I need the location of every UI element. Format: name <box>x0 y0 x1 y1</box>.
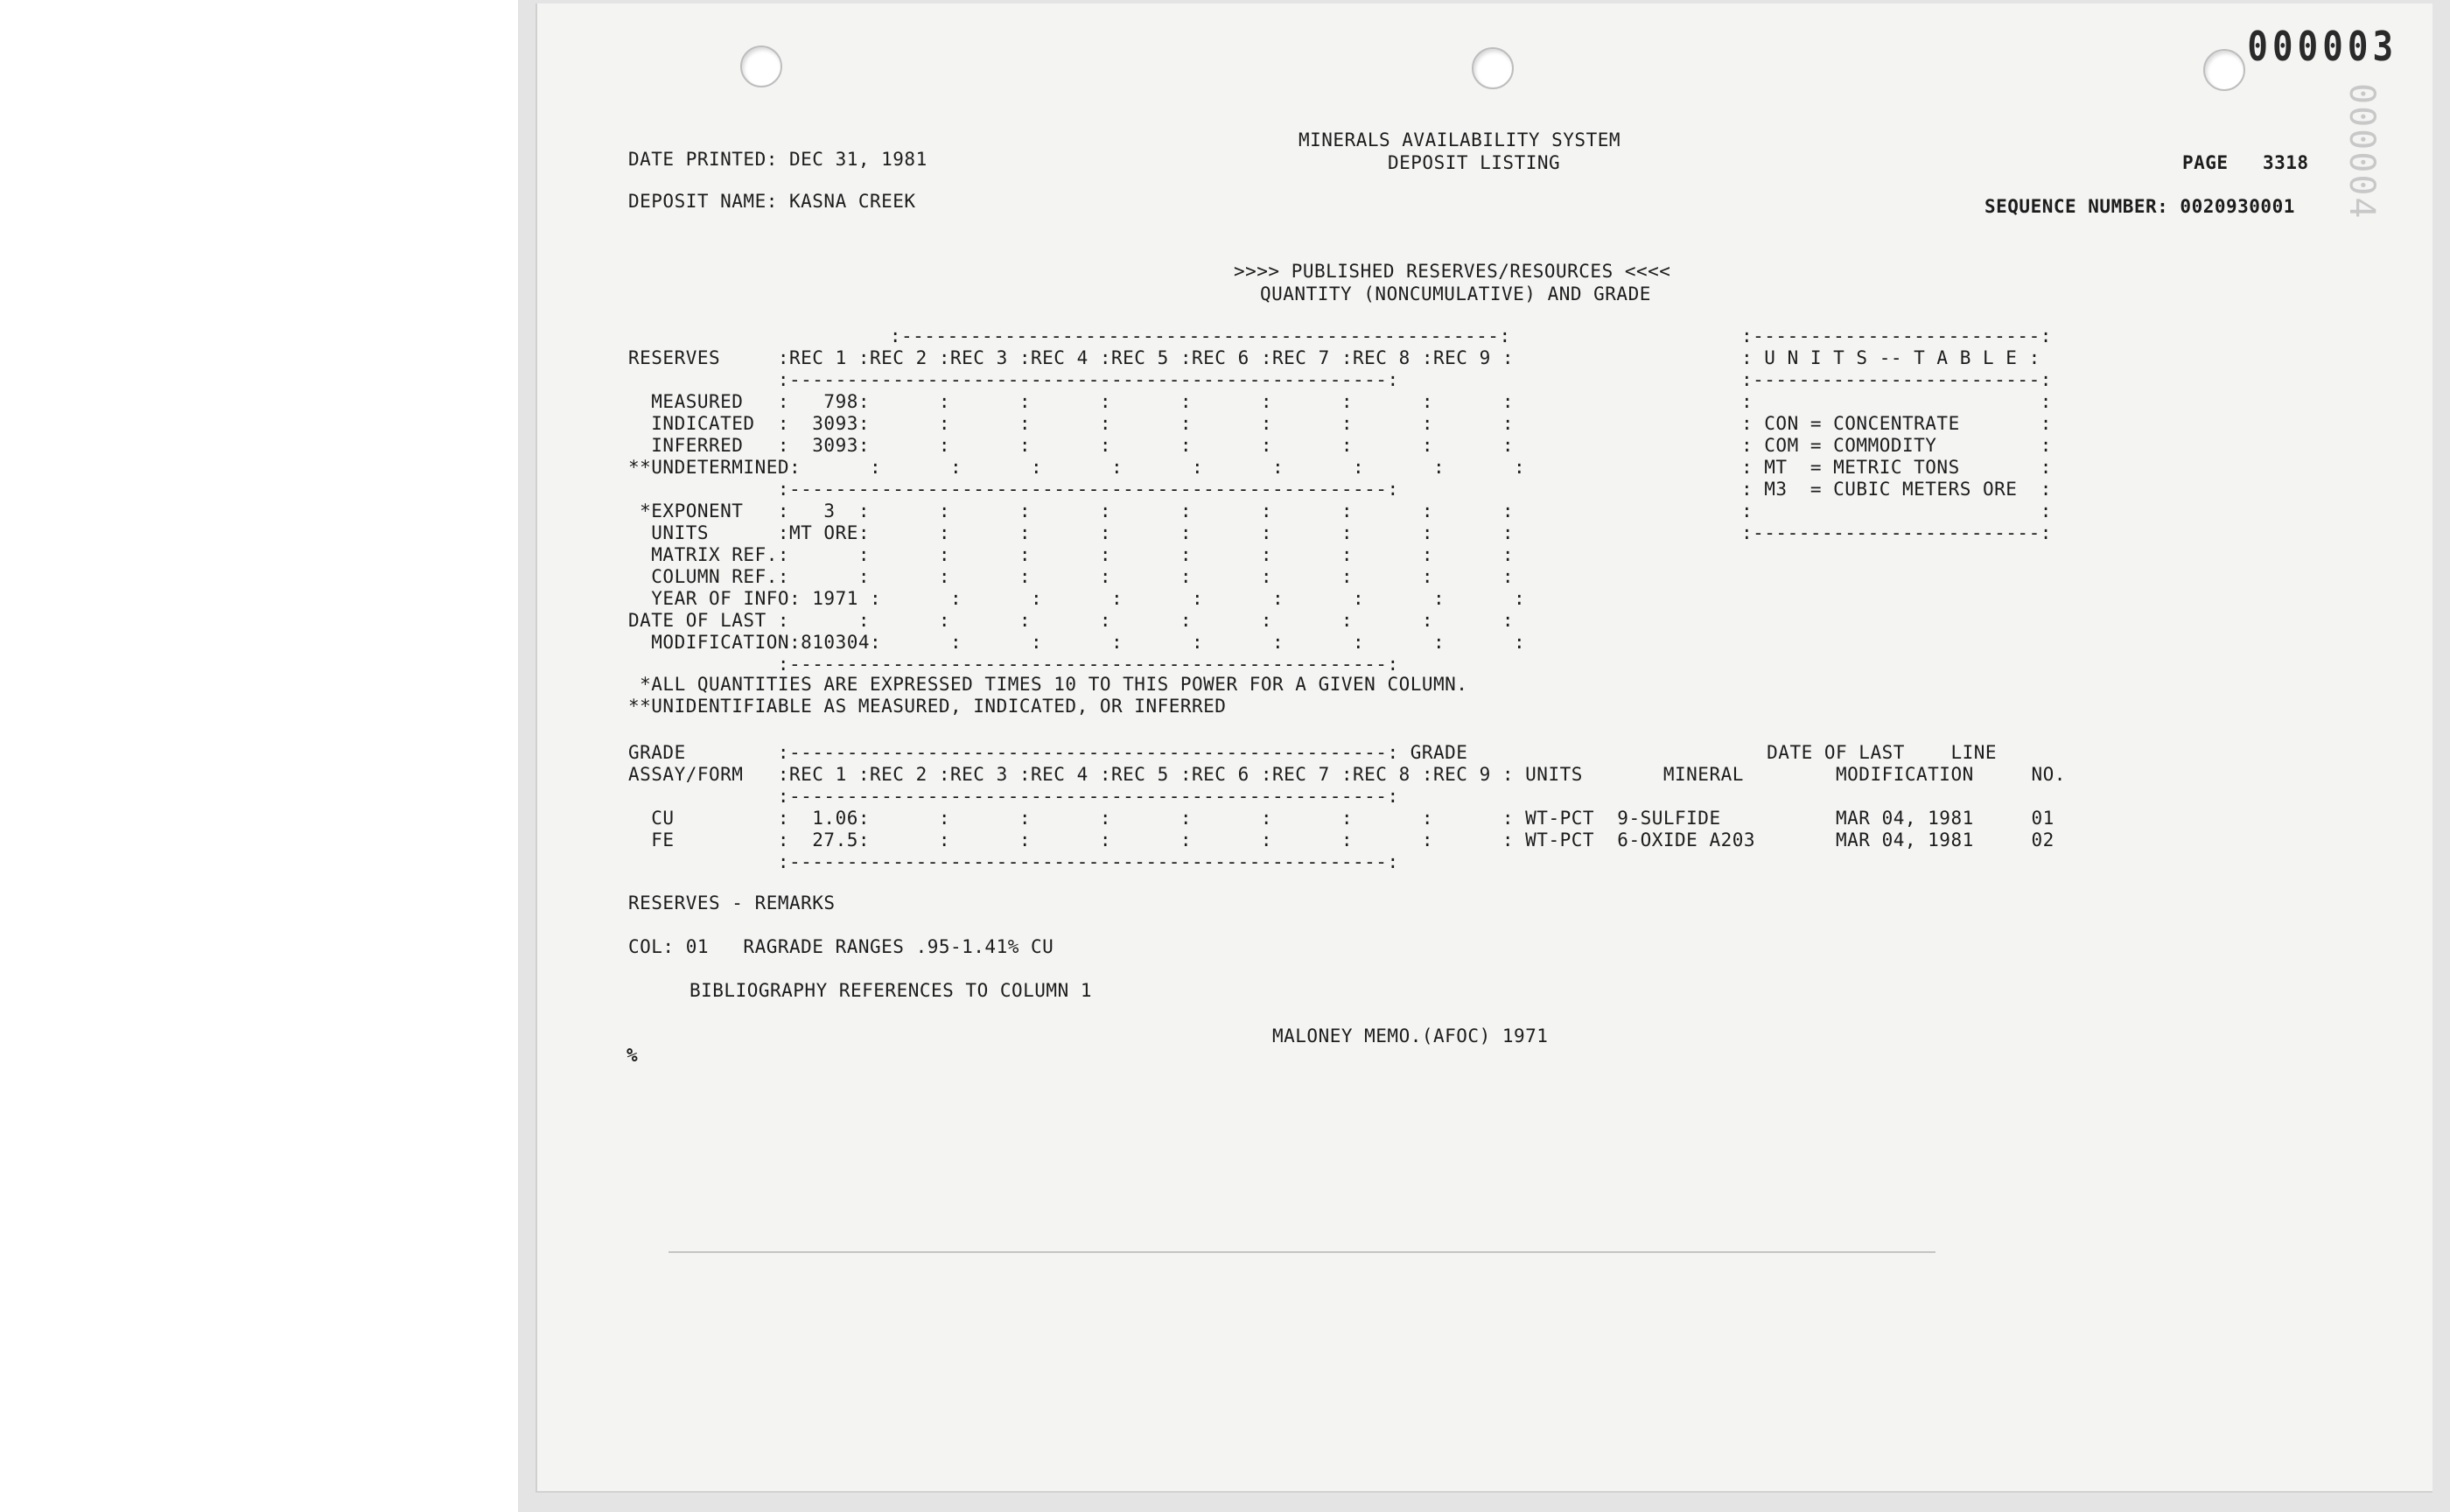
system-title: MINERALS AVAILABILITY SYSTEM <box>1298 130 1621 150</box>
bleed-through-number: 000004 <box>2342 83 2382 220</box>
grade-header-1: GRADE :----------------------------------------------------: GRADE DATE OF LAST LINE <box>628 742 1998 763</box>
remarks-biblio: BIBLIOGRAPHY REFERENCES TO COLUMN 1 <box>690 980 1093 1001</box>
reserves-row-undetermined: **UNDETERMINED: : : : : : : : : : <box>628 457 1526 478</box>
reserves-row-modification: MODIFICATION:810304: : : : : : : : : <box>628 632 1526 653</box>
grade-line: :----------------------------------------------------: <box>628 851 1399 872</box>
listing-title: DEPOSIT LISTING <box>1388 152 1561 173</box>
reserves-header-row: RESERVES :REC 1 :REC 2 :REC 3 :REC 4 :REC 5 :REC 6 :REC 7 :REC 8 :REC 9 : <box>628 347 1515 368</box>
reserves-line: :----------------------------------------------------: <box>628 654 1399 675</box>
reserves-line: :----------------------------------------------------: <box>821 326 1511 346</box>
reserves-row-exponent: *EXPONENT : 3 : : : : : : : : : <box>628 500 1515 522</box>
reserves-row-column-ref: COLUMN REF.: : : : : : : : : : <box>628 566 1515 587</box>
punch-hole-left <box>740 46 782 88</box>
reserves-row-matrix-ref: MATRIX REF.: : : : : : : : : : <box>628 544 1515 565</box>
grade-row-cu: CU : 1.06: : : : : : : : : WT-PCT 9-SULFIDE MAR 04, 1981 01 <box>628 808 2054 829</box>
date-printed: DATE PRINTED: DEC 31, 1981 <box>628 149 928 170</box>
reserves-row-indicated: INDICATED : 3093: : : : : : : : : <box>628 413 1515 434</box>
section-subtitle: QUANTITY (NONCUMULATIVE) AND GRADE <box>1260 284 1651 304</box>
end-mark: % <box>626 1045 639 1066</box>
reserves-line: :----------------------------------------------------: <box>628 479 1399 500</box>
sequence-number: SEQUENCE NUMBER: 0020930001 <box>1984 196 2295 217</box>
reserves-row-date-last: DATE OF LAST : : : : : : : : : : <box>628 610 1515 631</box>
footnote-unidentifiable: **UNIDENTIFIABLE AS MEASURED, INDICATED, OR INFERRED <box>628 696 1227 717</box>
reserves-row-year: YEAR OF INFO: 1971 : : : : : : : : : <box>628 588 1526 609</box>
bottom-rule <box>668 1251 1936 1253</box>
units-line: :-------------------------: <box>1741 522 2052 543</box>
grade-line: :----------------------------------------------------: <box>628 786 1399 807</box>
reserves-line: :----------------------------------------------------: <box>628 369 1399 390</box>
punch-hole-center <box>1472 47 1514 89</box>
deposit-name: DEPOSIT NAME: KASNA CREEK <box>628 191 916 212</box>
grade-header-2: ASSAY/FORM :REC 1 :REC 2 :REC 3 :REC 4 :REC 5 :REC 6 :REC 7 :REC 8 :REC 9 : UNITS MINERAL MODIFICATION NO. <box>628 764 2066 785</box>
reserves-row-inferred: INFERRED : 3093: : : : : : : : : <box>628 435 1515 456</box>
page-number: PAGE 3318 <box>2182 152 2309 173</box>
units-com: : COM = COMMODITY : <box>1741 435 2052 456</box>
units-line: :-------------------------: <box>1741 369 2052 390</box>
section-title: >>>> PUBLISHED RESERVES/RESOURCES <<<< <box>1234 261 1671 282</box>
remarks-heading: RESERVES - REMARKS <box>628 892 836 914</box>
units-line: : : <box>1741 500 2052 522</box>
reserves-row-units: UNITS :MT ORE: : : : : : : : : <box>628 522 1515 543</box>
remarks-col-line: COL: 01 RAGRADE RANGES .95-1.41% CU <box>628 936 1054 957</box>
units-con: : CON = CONCENTRATE : <box>1741 413 2052 434</box>
units-mt: : MT = METRIC TONS : <box>1741 457 2052 478</box>
remarks-reference: MALONEY MEMO.(AFOC) 1971 <box>1272 1026 1549 1046</box>
units-line: : : <box>1741 391 2052 412</box>
units-title: : U N I T S -- T A B L E : <box>1741 347 2040 368</box>
footnote-exponent: *ALL QUANTITIES ARE EXPRESSED TIMES 10 TO THIS POWER FOR A GIVEN COLUMN. <box>628 674 1468 695</box>
units-m3: : M3 = CUBIC METERS ORE : <box>1741 479 2052 500</box>
document-number-stamp: 000003 <box>2247 23 2398 70</box>
grade-row-fe: FE : 27.5: : : : : : : : : WT-PCT 6-OXIDE A203 MAR 04, 1981 02 <box>628 830 2054 850</box>
units-line: :-------------------------: <box>1741 326 2052 346</box>
punch-hole-right <box>2203 49 2245 91</box>
reserves-row-measured: MEASURED : 798: : : : : : : : : <box>628 391 1515 412</box>
